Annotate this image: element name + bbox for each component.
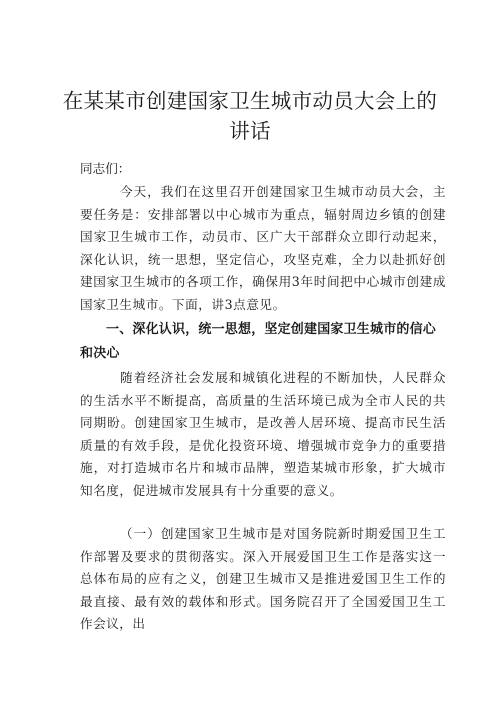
paragraph-section1-body: 随着经济社会发展和城镇化进程的不断加快，人民群众的生活水平不断提高，高质量的生活环境已成为全市人民的共同期盼。创建国家卫生城市，是改善人居环境、提高市民生活质量的有效手段，是优化投资环境、增强城市竞争力的重要措施，对打造城市名片和城市品牌，塑造某城市形象，扩大城市知名度，促进城市发展具有十分重要的意义。 [80, 370, 446, 498]
salutation: 同志们： [80, 161, 131, 176]
section-heading-1: 一、深化认识，统一思想，坚定创建国家卫生城市的信心和决心 [80, 322, 437, 361]
paragraph-subsection-1: （一）创建国家卫生城市是对国务院新时期爱国卫生工作部署及要求的贯彻落实。深入开展爱国卫生工作是落实这一总体布局的应有之义，创建卫生城市又是推进爱国卫生工作的最直接、最有效的载体和形式。国务院召开了全国爱国卫生工作会议，出 [80, 526, 446, 631]
paragraph-intro: 今天，我们在这里召开创建国家卫生城市动员大会，主要任务是：安排部署以中心城市为重点，辐射周边乡镇的创建国家卫生城市工作，动员市、区广大干部群众立即行动起来，深化认识，统一思想，坚定信心，攻坚克难，全力以赴抓好创建国家卫生城市的各项工作，确保用3年时间把中心城市创建成国家卫生城市。下面，讲3点意见。 [80, 184, 446, 312]
document-title: 在某某市创建国家卫生城市动员大会上的讲话 [62, 89, 438, 143]
